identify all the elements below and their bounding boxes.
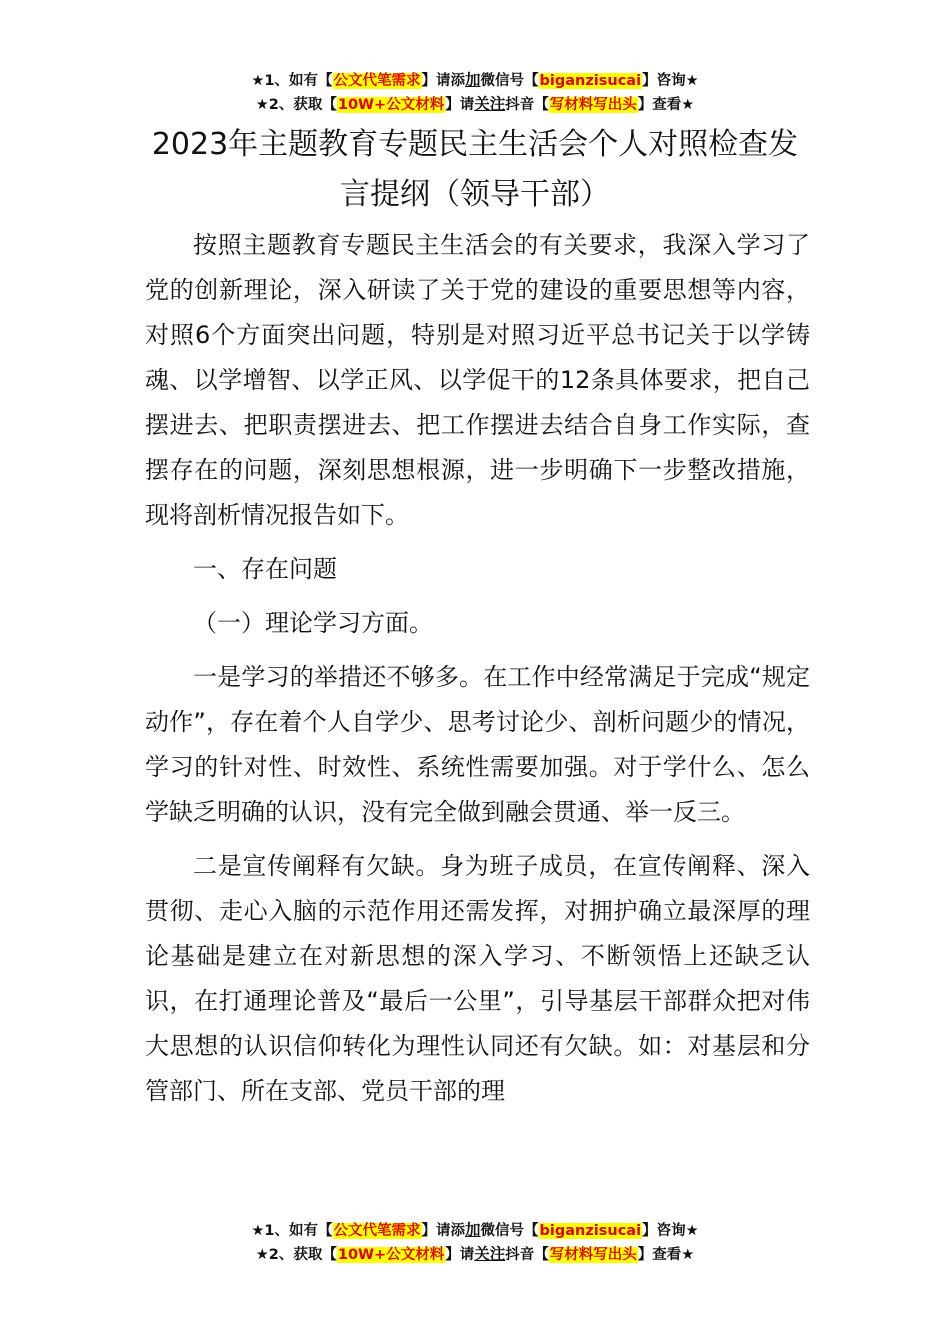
promo-text: 】请: [445, 1247, 475, 1263]
promo-highlight: 10W+公文材料: [337, 97, 445, 113]
promo-text: ★2、获取【: [255, 97, 337, 113]
promo-underline: 加: [465, 1221, 481, 1239]
promo-highlight: biganzisucai: [539, 1223, 642, 1239]
body-paragraph: 二是宣传阐释有欠缺。身为班子成员，在宣传阐释、深入贯彻、走心入脑的示范作用还需发挥，对拥护确立最深厚的理论基础是建立在对新思想的深入学习、不断领悟上还缺乏认识，在打通理论普及“最后一公里”，引导基层干部群众把对伟大思想的认识信仰转化为理性认同还有欠缺。如：对基层和分管部门、所在支部、党员干部的理: [145, 852, 810, 1105]
intro-paragraph: 按照主题教育专题民主生活会的有关要求，我深入学习了党的创新理论，深入研读了关于党的建设的重要思想等内容，对照6个方面突出问题，特别是对照习近平总书记关于以学铸魂、以学增智、以学正风、以学促干的12条具体要求，把自己摆进去、把职责摆进去、把工作摆进去结合自身工作实际，查摆存在的问题，深刻思想根源，进一步明确下一步整改措施，现将剖析情况报告如下。: [145, 231, 810, 529]
promo-text: 】请添: [421, 1223, 465, 1239]
promo-underline: 关注: [474, 95, 506, 113]
subsection-heading: （一）理论学习方面。: [193, 609, 433, 637]
promo-line-2: [0, 92, 950, 116]
promo-line-1: [0, 1218, 950, 1242]
document-title: 2023年主题教育专题民主生活会个人对照检查发言提纲（领导干部）: [151, 127, 799, 212]
promo-text: 】咨询★: [642, 73, 699, 89]
promo-line-2: [0, 1242, 950, 1266]
body-paragraph: 一是学习的举措还不够多。在工作中经常满足于完成“规定动作”，存在着个人自学少、思考讨论少、剖析问题少的情况，学习的针对性、时效性、系统性需要加强。对于学什么、怎么学缺乏明确的认识，没有完全做到融会贯通、举一反三。: [145, 663, 810, 826]
promo-text: 】查看★: [637, 97, 695, 113]
promo-highlight: 10W+公文材料: [337, 1247, 445, 1263]
promo-banner-bottom: [0, 1218, 950, 1266]
promo-underline: 加: [465, 71, 481, 89]
promo-underline: 关注: [474, 1245, 506, 1263]
promo-text: ★1、如有【: [251, 1223, 333, 1239]
promo-text: 微信号【: [480, 73, 539, 89]
promo-highlight: 写材料写出头: [549, 1247, 637, 1263]
section-heading: 一、存在问题: [193, 555, 337, 583]
promo-banner-top: [0, 68, 950, 116]
document-body: [145, 223, 810, 1123]
promo-highlight: 写材料写出头: [549, 97, 637, 113]
promo-highlight: 公文代笔需求: [333, 1223, 421, 1239]
promo-text: 】请添: [421, 73, 465, 89]
promo-text: ★1、如有【: [251, 73, 333, 89]
promo-highlight: biganzisucai: [539, 73, 642, 89]
promo-text: 】咨询★: [642, 1223, 699, 1239]
promo-text: 】查看★: [637, 1247, 695, 1263]
promo-text: 抖音【: [505, 97, 549, 113]
promo-text: 微信号【: [480, 1223, 539, 1239]
promo-highlight: 公文代笔需求: [333, 73, 421, 89]
promo-text: 】请: [445, 97, 475, 113]
promo-line-1: [0, 68, 950, 92]
promo-text: 抖音【: [505, 1247, 549, 1263]
promo-text: ★2、获取【: [255, 1247, 337, 1263]
